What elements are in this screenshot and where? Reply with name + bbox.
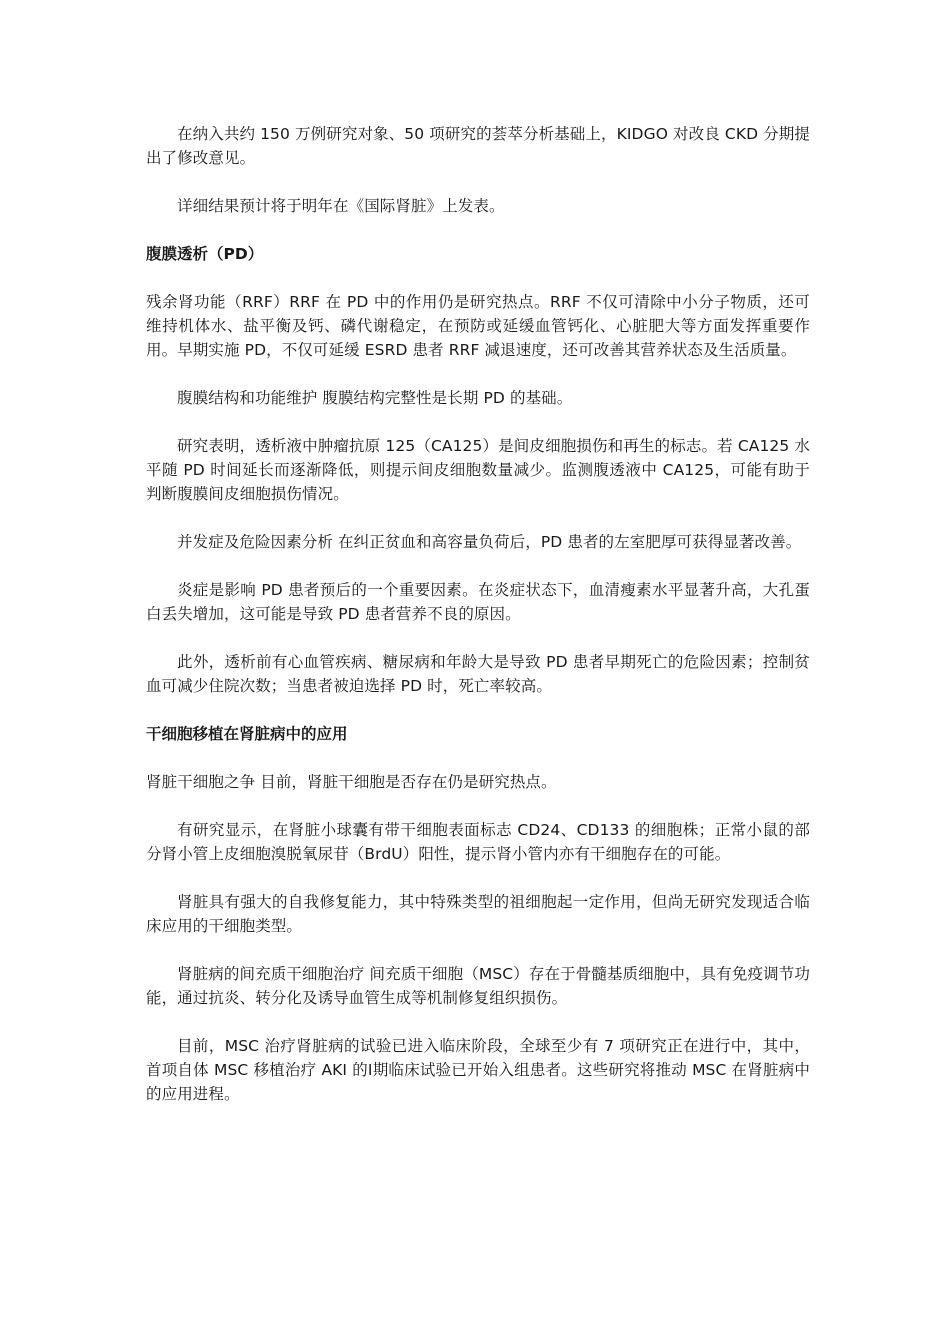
section-heading-peritoneal-dialysis: 腹膜透析（PD） <box>146 245 264 263</box>
paragraph-kidney-stem-cell-debate: 肾脏干细胞之争 目前，肾脏干细胞是否存在仍是研究热点。 <box>146 773 557 791</box>
paragraph-inflammation: 炎症是影响 PD 患者预后的一个重要因素。在炎症状态下，血清瘦素水平显著升高，大孔蛋白丢失增加，这可能是导致 PD 患者营养不良的原因。 <box>146 581 810 623</box>
document-body <box>146 122 810 1130</box>
paragraph-publication-note: 详细结果预计将于明年在《国际肾脏》上发表。 <box>177 197 505 215</box>
paragraph-kidgo-staging: 在纳入共约 150 万例研究对象、50 项研究的荟萃分析基础上，KIDGO 对改良 CKD 分期提出了修改意见。 <box>146 125 810 167</box>
paragraph-msc-therapy: 肾脏病的间充质干细胞治疗 间充质干细胞（MSC）存在于骨髓基质细胞中，具有免疫调节功能，通过抗炎、转分化及诱导血管生成等机制修复组织损伤。 <box>146 965 810 1007</box>
paragraph-cd24-cd133: 有研究显示，在肾脏小球囊有带干细胞表面标志 CD24、CD133 的细胞株；正常小鼠的部分肾小管上皮细胞溴脱氧尿苷（BrdU）阳性，提示肾小管内亦有干细胞存在的可能。 <box>146 821 810 863</box>
paragraph-ca125: 研究表明，透析液中肿瘤抗原 125（CA125）是间皮细胞损伤和再生的标志。若 CA125 水平随 PD 时间延长而逐渐降低，则提示间皮细胞数量减少。监测腹透液中 CA125，可能有助于判断腹膜间皮细胞损伤情况。 <box>146 437 810 503</box>
paragraph-complications: 并发症及危险因素分析 在纠正贫血和高容量负荷后，PD 患者的左室肥厚可获得显著改善。 <box>177 533 802 551</box>
paragraph-msc-clinical-trials: 目前，MSC 治疗肾脏病的试验已进入临床阶段，全球至少有 7 项研究正在进行中，其中，首项自体 MSC 移植治疗 AKI 的Ⅰ期临床试验已开始入组患者。这些研究将推动 MSC 在肾脏病中的应用进程。 <box>146 1037 810 1103</box>
paragraph-peritoneal-structure: 腹膜结构和功能维护 腹膜结构完整性是长期 PD 的基础。 <box>177 389 573 407</box>
paragraph-self-repair: 肾脏具有强大的自我修复能力，其中特殊类型的祖细胞起一定作用，但尚无研究发现适合临床应用的干细胞类型。 <box>146 893 810 935</box>
paragraph-risk-factors: 此外，透析前有心血管疾病、糖尿病和年龄大是导致 PD 患者早期死亡的危险因素；控制贫血可减少住院次数；当患者被迫选择 PD 时，死亡率较高。 <box>146 653 810 695</box>
section-heading-stem-cell: 干细胞移植在肾脏病中的应用 <box>146 725 348 743</box>
paragraph-residual-renal-function: 残余肾功能（RRF）RRF 在 PD 中的作用仍是研究热点。RRF 不仅可清除中小分子物质，还可维持机体水、盐平衡及钙、磷代谢稳定，在预防或延缓血管钙化、心脏肥大等方面发挥重要作用。早期实施 PD，不仅可延缓 ESRD 患者 RRF 减退速度，还可改善其营养状态及生活质量。 <box>146 293 810 359</box>
